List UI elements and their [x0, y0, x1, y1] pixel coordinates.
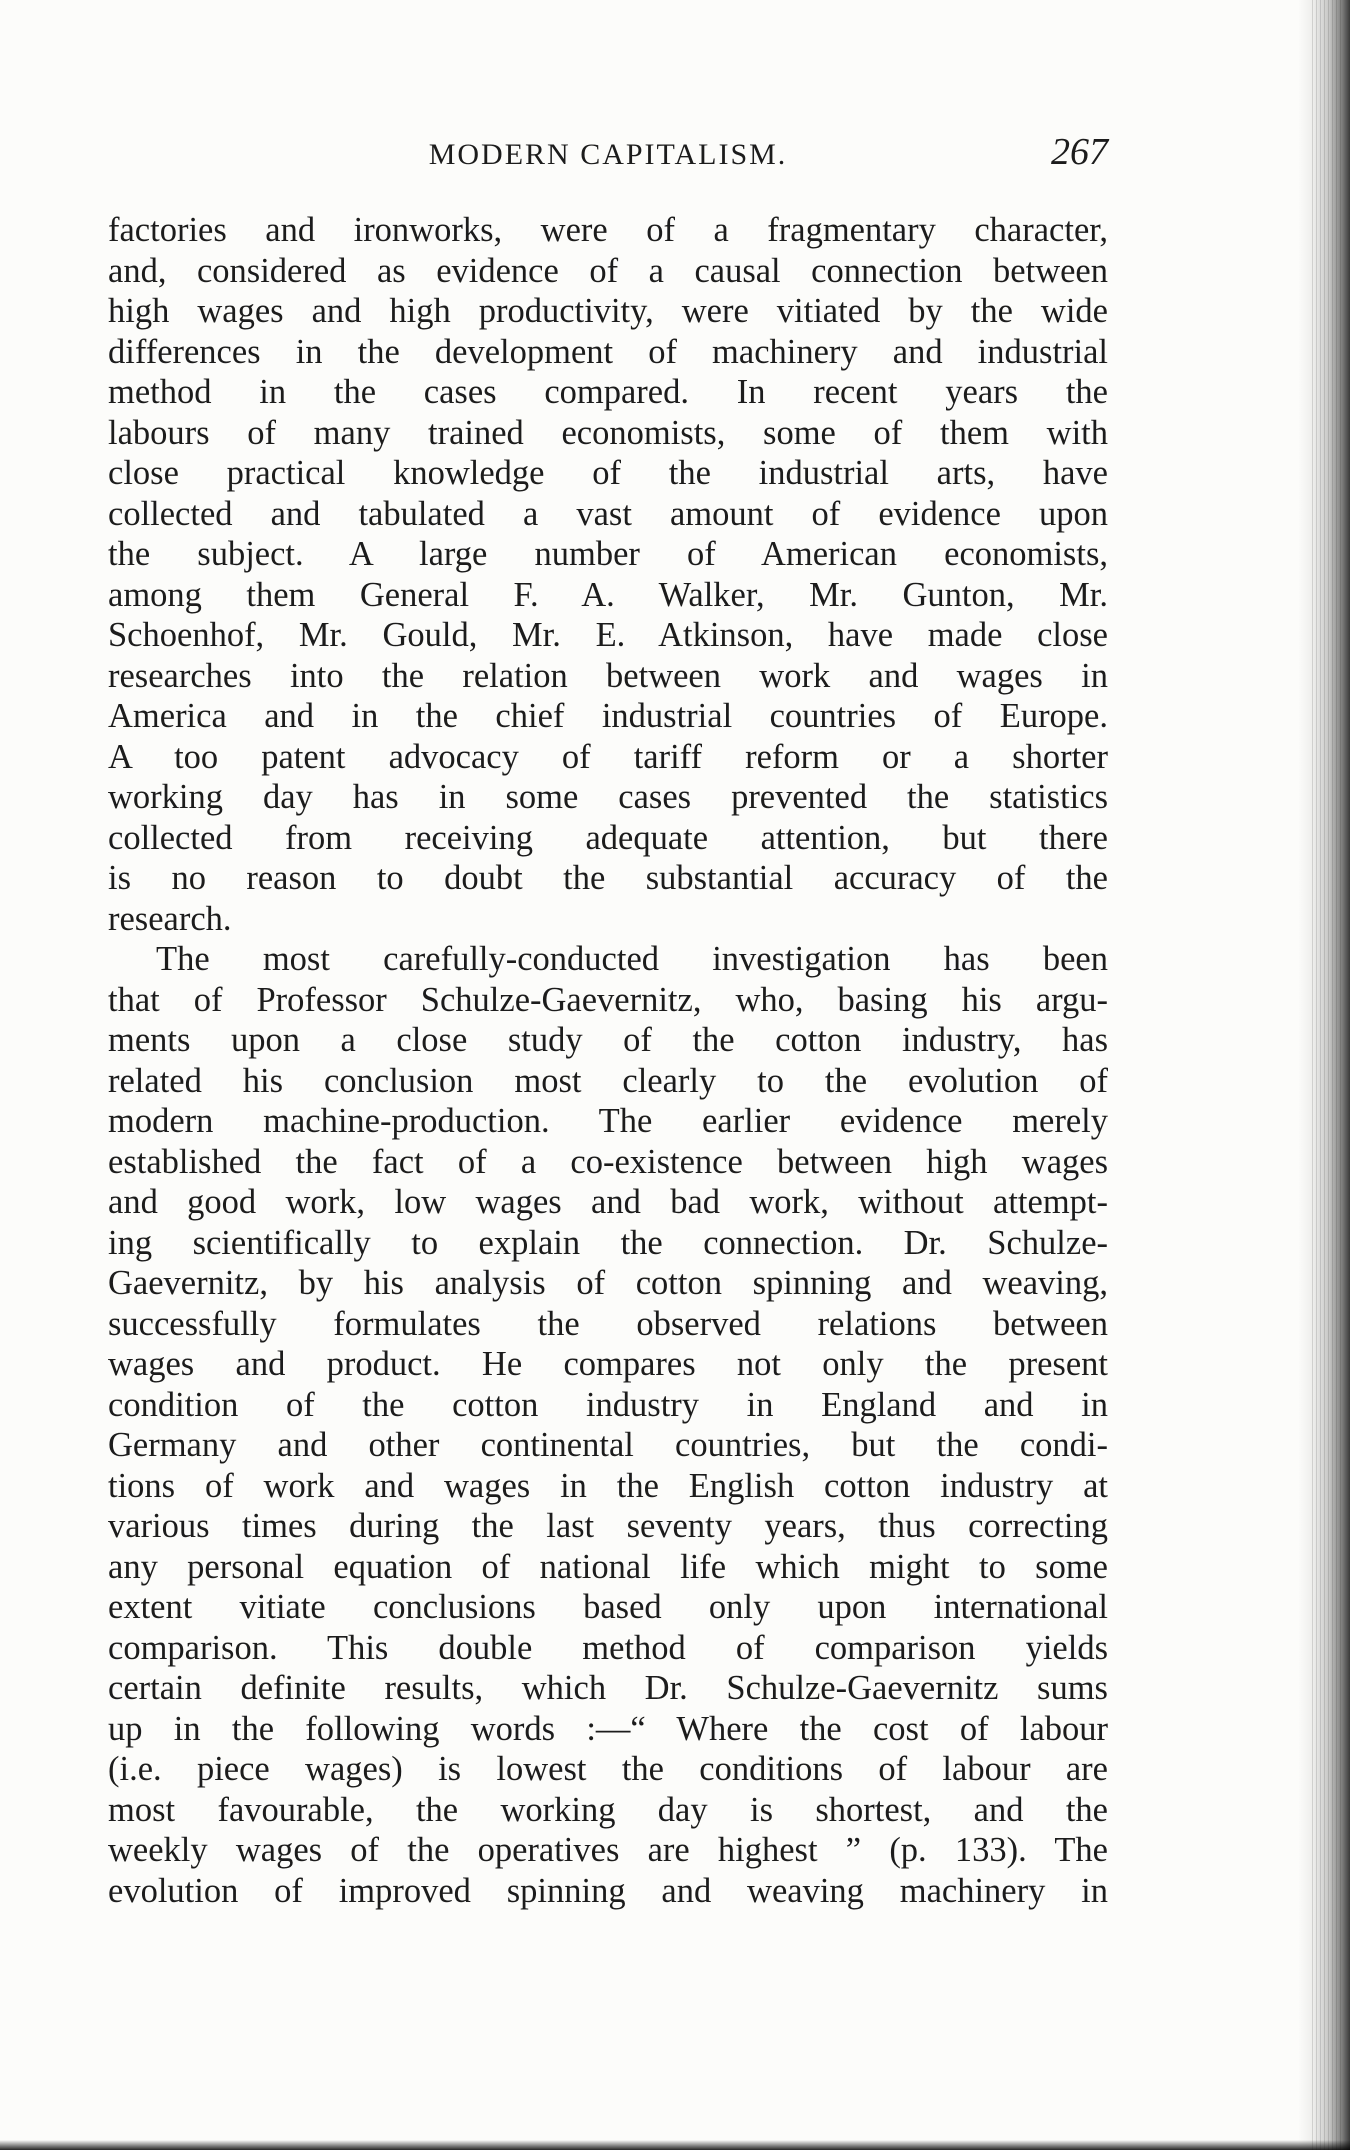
text-line: condition of the cotton industry in England and in — [108, 1385, 1108, 1424]
text-line: is no reason to doubt the substantial accuracy of the — [108, 859, 1108, 897]
text-line: various times during the last seventy years, thus correcting — [108, 1507, 1108, 1545]
text-line: working day has in some cases prevented the statistics — [108, 778, 1108, 816]
text-line: Germany and other continental countries, but the condi- — [108, 1426, 1108, 1464]
text-line: and, considered as evidence of a causal connection between — [108, 251, 1108, 290]
page-number: 267 — [1051, 131, 1108, 173]
text-line: wages and product. He compares not only the present — [108, 1345, 1108, 1383]
bottom-edge-shadow — [0, 2140, 1350, 2150]
paragraph-2 — [108, 939, 1108, 1911]
text-line: any personal equation of national life which might to some — [108, 1547, 1108, 1586]
text-line: ing scientifically to explain the connection. Dr. Schulze- — [108, 1223, 1108, 1262]
paragraph-1 — [108, 210, 1108, 939]
text-line: successfully formulates the observed relations between — [108, 1304, 1108, 1343]
text-line: research. — [108, 899, 232, 938]
text-line: (i.e. piece wages) is lowest the conditions of labour are — [108, 1750, 1108, 1788]
text-line: among them General F. A. Walker, Mr. Gunton, Mr. — [108, 575, 1108, 614]
text-line: high wages and high productivity, were vitiated by the wide — [108, 292, 1108, 330]
text-line: differences in the development of machinery and industrial — [108, 332, 1108, 371]
text-line: tions of work and wages in the English cotton industry at — [108, 1466, 1108, 1505]
text-line: The most carefully-conducted investigation has been — [156, 940, 1108, 978]
page-edges — [1312, 0, 1342, 2150]
text-line: modern machine-production. The earlier evidence merely — [108, 1102, 1108, 1140]
text-line: Schoenhof, Mr. Gould, Mr. E. Atkinson, have made close — [108, 616, 1108, 654]
text-line: certain definite results, which Dr. Schulze-Gaevernitz sums — [108, 1669, 1108, 1707]
text-line: evolution of improved spinning and weaving machinery in — [108, 1871, 1108, 1910]
text-line: most favourable, the working day is shortest, and the — [108, 1790, 1108, 1829]
text-line: and good work, low wages and bad work, without attempt- — [108, 1183, 1108, 1221]
text-line: the subject. A large number of American economists, — [108, 535, 1108, 573]
running-head: MODERN CAPITALISM. — [428, 138, 788, 171]
page-header — [108, 130, 1108, 180]
text-line: weekly wages of the operatives are highest ” (p. 133). The — [108, 1831, 1108, 1869]
text-line: factories and ironworks, were of a fragmentary character, — [108, 211, 1108, 249]
text-line: labours of many trained economists, some of them with — [108, 413, 1108, 452]
text-line: related his conclusion most clearly to the evolution of — [108, 1061, 1108, 1100]
body-text — [108, 210, 1108, 1911]
text-line: method in the cases compared. In recent years the — [108, 373, 1108, 411]
text-line: up in the following words :—“ Where the cost of labour — [108, 1709, 1108, 1748]
text-line: close practical knowledge of the industrial arts, have — [108, 454, 1108, 492]
text-line: A too patent advocacy of tariff reform or a shorter — [108, 737, 1108, 776]
text-line: ments upon a close study of the cotton industry, has — [108, 1021, 1108, 1059]
text-line: extent vitiate conclusions based only upon international — [108, 1588, 1108, 1626]
text-line: established the fact of a co-existence between high wages — [108, 1142, 1108, 1181]
text-line: collected from receiving adequate attention, but there — [108, 818, 1108, 857]
text-line: comparison. This double method of comparison yields — [108, 1628, 1108, 1667]
text-line: Gaevernitz, by his analysis of cotton spinning and weaving, — [108, 1264, 1108, 1302]
text-line: America and in the chief industrial countries of Europe. — [108, 697, 1108, 735]
text-line: that of Professor Schulze-Gaevernitz, who, basing his argu- — [108, 980, 1108, 1019]
text-line: researches into the relation between work and wages in — [108, 656, 1108, 695]
text-line: collected and tabulated a vast amount of evidence upon — [108, 494, 1108, 533]
